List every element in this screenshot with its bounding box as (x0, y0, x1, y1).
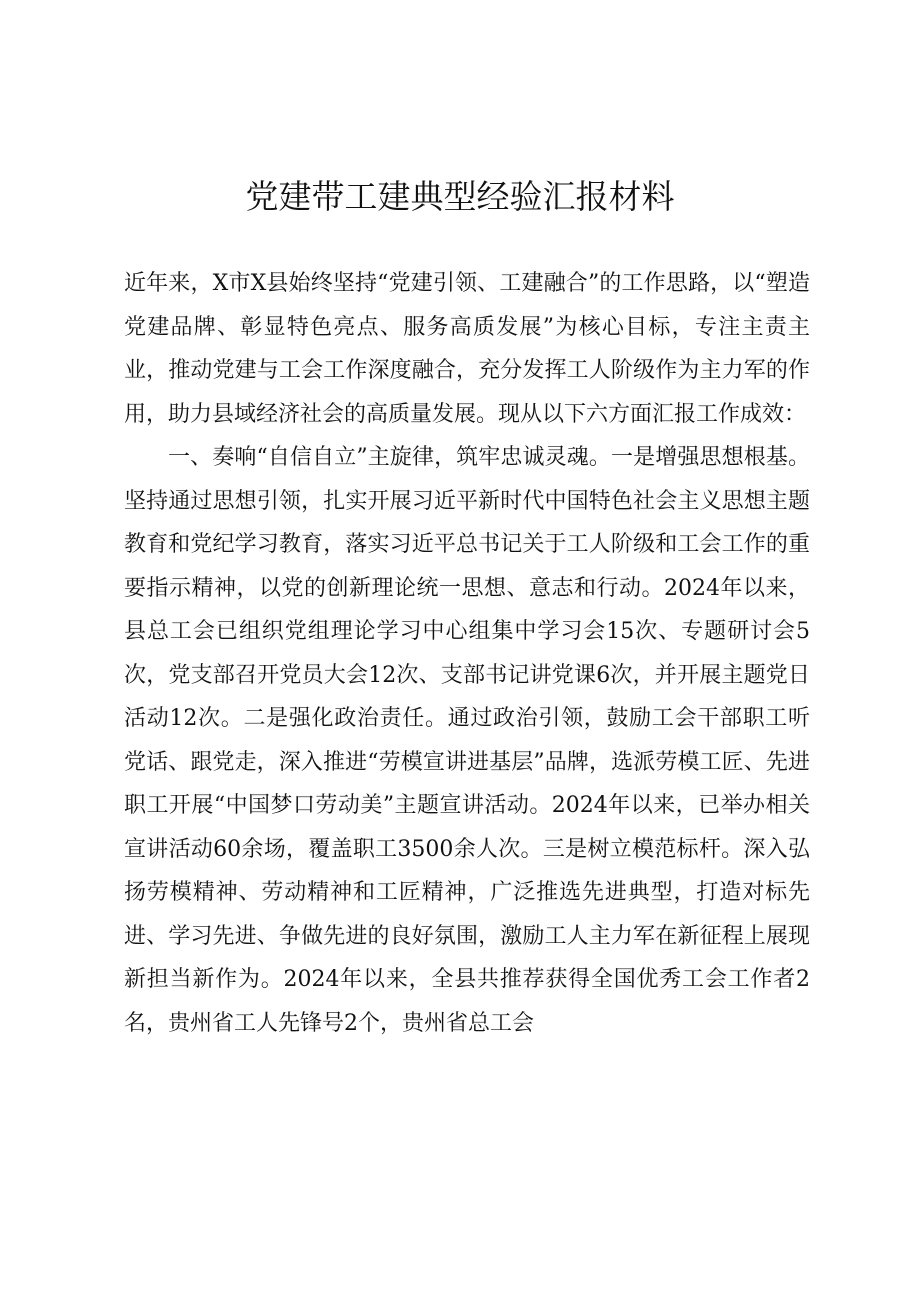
section-one-paragraph: 一、奏响“自信自立”主旋律，筑牢忠诚灵魂。一是增强思想根基。坚持通过思想引领，扎实开展习近平新时代中国特色社会主义思想主题教育和党纪学习教育，落实习近平总书记关于工人阶级和工会工作的重要指示精神，以党的创新理论统一思想、意志和行动。2024年以来，县总工会已组织党组理论学习中心组集中学习会15次、专题研讨会5次，党支部召开党员大会12次、支部书记讲党课6次，并开展主题党日活动12次。二是强化政治责任。通过政治引领，鼓励工会干部职工听党话、跟党走，深入推进“劳模宣讲进基层”品牌，选派劳模工匠、先进职工开展“中国梦口劳动美”主题宣讲活动。2024年以来，已举办相关宣讲活动60余场，覆盖职工3500余人次。三是树立模范标杆。深入弘扬劳模精神、劳动精神和工匠精神，广泛推选先进典型，打造对标先进、学习先进、争做先进的良好氛围，激励工人主力军在新征程上展现新担当新作为。2024年以来，全县共推荐获得全国优秀工会工作者2名，贵州省工人先锋号2个，贵州省总工会 (124, 445, 810, 1036)
document-title: 党建带工建典型经验汇报材料 (245, 177, 675, 216)
intro-paragraph: 近年来，X市X县始终坚持“党建引领、工建融合”的工作思路，以“塑造党建品牌、彰显特色亮点、服务高质发展”为核心目标，专注主责主业，推动党建与工会工作深度融合，充分发挥工人阶级作为主力军的作用，助力县域经济社会的高质量发展。现从以下六方面汇报工作成效： (124, 271, 810, 427)
document-body (124, 262, 810, 1045)
